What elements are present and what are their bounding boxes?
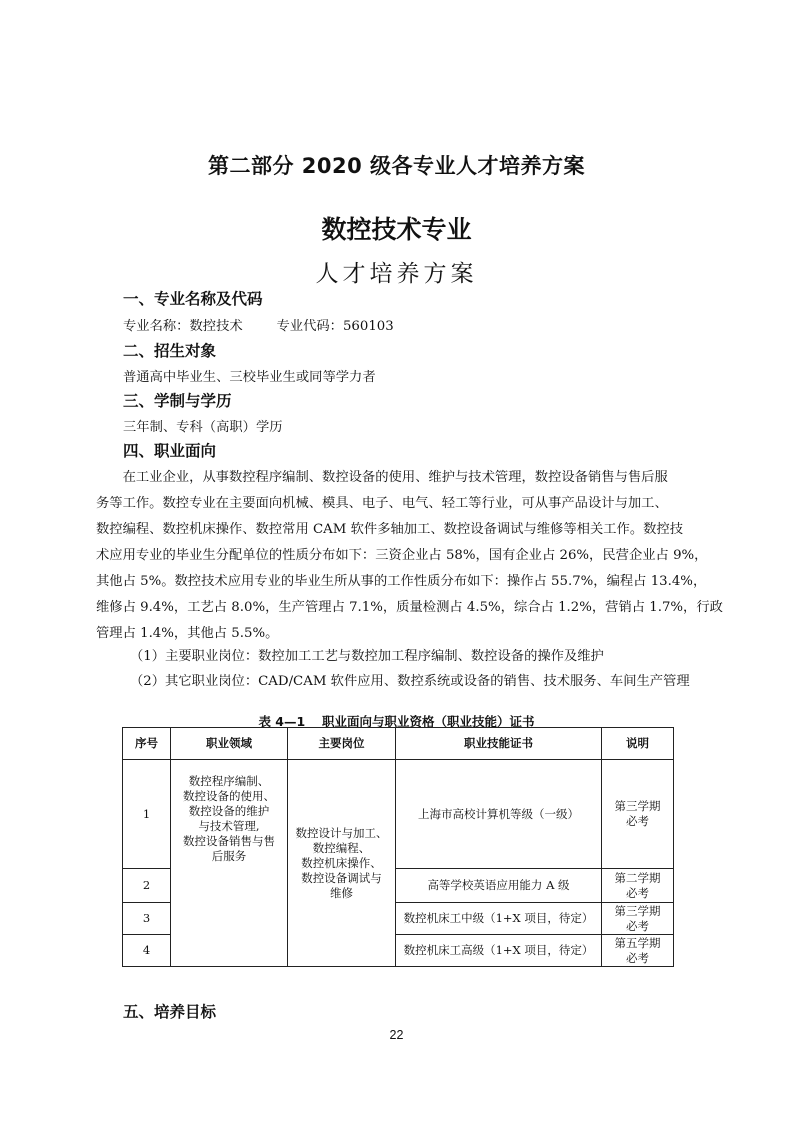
table-row [123,760,674,869]
career-field-text: 数控程序编制、 数控设备的使用、 数控设备的维护 与技术管理, 数控设备销售与售 后服务 [183,774,275,863]
main-position-text: 数控设计与加工、 数控编程、 数控机床操作、 数控设备调试与 维修 [295,825,388,900]
row-number: 1 [123,760,171,869]
row-number: 3 [123,903,171,935]
career-item-2: （2）其它职业岗位：CAD/CAM 软件应用、数控系统或设备的销售、技术服务、车间生产管理 [130,674,690,689]
major-title: 数控技术专业 [321,215,472,244]
header-field: 职业领域 [171,728,288,760]
section-heading-3: 三、学制与学历 [123,392,232,410]
table-caption: 表 4—1 职业面向与职业资格（职业技能）证书 [258,714,535,729]
note-cell: 第三学期 必考 [602,760,674,869]
note-cell: 第二学期 必考 [602,869,674,903]
certificate-cell: 数控机床工高级（1+X 项目，待定） [396,935,602,967]
paragraph-line: 术应用专业的毕业生分配单位的性质分布如下：三资企业占 58%，国有企业占 26%，民营企业占 9%， [96,548,708,563]
header-position: 主要岗位 [288,728,396,760]
section-heading-2: 二、招生对象 [123,342,217,360]
row-number: 4 [123,935,171,967]
duration-degree: 三年制、专科（高职）学历 [123,420,283,435]
paragraph-line: 维修占 9.4%，工艺占 8.0%，生产管理占 7.1%，质量检测占 4.5%，综合占 1.2%，营销占 1.7%，行政 [96,600,723,615]
main-position-cell [288,760,396,967]
enrollment-target: 普通高中毕业生、三校毕业生或同等学力者 [123,370,376,385]
note-cell: 第三学期 必考 [602,903,674,935]
header-certificate: 职业技能证书 [396,728,602,760]
paragraph-line: 在工业企业，从事数控程序编制、数控设备的使用、维护与技术管理，数控设备销售与售后服 [96,470,668,485]
header-no: 序号 [123,728,171,760]
paragraph-line: 数控编程、数控机床操作、数控常用 CAM 软件多轴加工、数控设备调试与维修等相关工作。数控技 [96,522,684,537]
section-heading-4: 四、职业面向 [123,442,217,460]
career-field-cell [171,760,288,967]
table-header-row [123,728,674,760]
plan-title: 人才培养方案 [315,261,478,287]
major-name-code: 专业名称：数控技术 专业代码：560103 [123,319,394,334]
certificate-cell: 高等学校英语应用能力 A 级 [396,869,602,903]
part-title: 第二部分 2020 级各专业人才培养方案 [207,154,586,178]
row-number: 2 [123,869,171,903]
section-heading-1: 一、专业名称及代码 [123,290,263,308]
paragraph-line: 务等工作。数控专业在主要面向机械、模具、电子、电气、轻工等行业，可从事产品设计与加工、 [96,496,668,511]
certificate-cell: 数控机床工中级（1+X 项目，待定） [396,903,602,935]
note-cell: 第五学期 必考 [602,935,674,967]
qualification-table [122,727,674,967]
paragraph-line: 管理占 1.4%，其他占 5.5%。 [96,626,279,641]
page-number: 22 [389,1028,404,1042]
certificate-cell: 上海市高校计算机等级（一级） [396,760,602,869]
header-note: 说明 [602,728,674,760]
paragraph-line: 其他占 5%。数控技术应用专业的毕业生所从事的工作性质分布如下：操作占 55.7%，编程占 13.4%， [96,574,707,589]
section-heading-5: 五、培养目标 [123,1003,217,1021]
career-item-1: （1）主要职业岗位：数控加工工艺与数控加工程序编制、数控设备的操作及维护 [130,649,604,664]
